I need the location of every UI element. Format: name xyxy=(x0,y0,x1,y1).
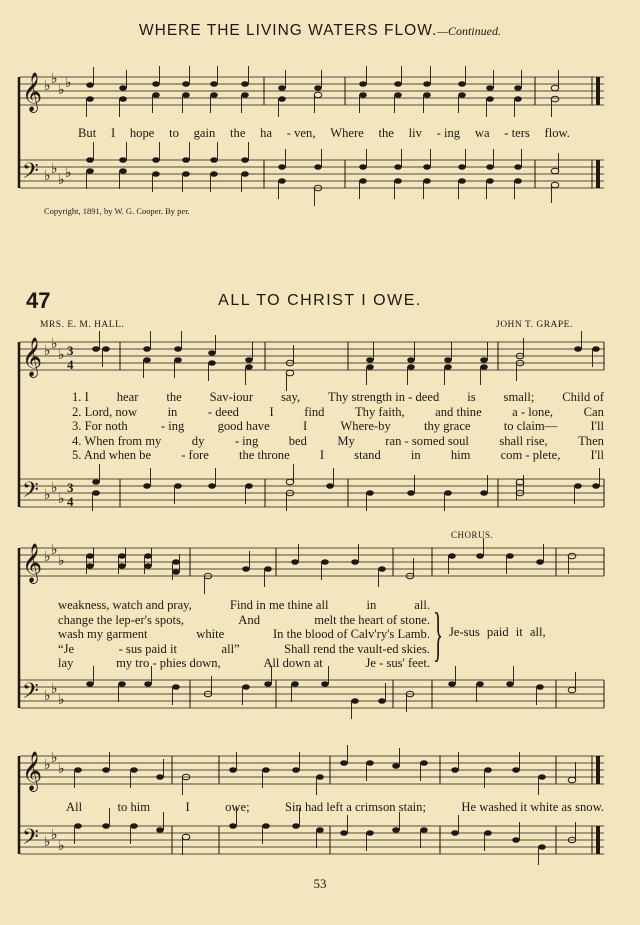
lyric-word: Thy strength in - deed xyxy=(328,390,440,404)
svg-text:♭: ♭ xyxy=(65,165,72,181)
lyric-word: Je - sus' feet. xyxy=(365,656,430,670)
svg-text:𝄢: 𝄢 xyxy=(22,679,39,709)
verses-block-1 xyxy=(72,390,604,463)
lyric-word: wash my garment xyxy=(58,627,148,641)
lyric-word: all” xyxy=(221,641,240,656)
lyric-word: the xyxy=(230,126,246,140)
svg-text:♭: ♭ xyxy=(51,336,58,352)
lyric-word: Shall rend the vault-ed skies. xyxy=(284,641,430,656)
lyric-word: I'll xyxy=(590,448,604,462)
lyric-word: and thine xyxy=(435,404,482,419)
svg-text:4: 4 xyxy=(67,357,74,372)
svg-text:𝄢: 𝄢 xyxy=(22,825,39,855)
lyric-word: - fore xyxy=(181,448,209,462)
lyric-word: to him xyxy=(117,800,151,814)
verse-line xyxy=(58,598,430,613)
lyric-word: Where-by xyxy=(340,419,391,433)
lyric-word: But xyxy=(78,126,97,140)
lyric-word: 4. When from my xyxy=(72,433,162,448)
svg-text:𝄞: 𝄞 xyxy=(22,751,43,791)
lyric-word: Can xyxy=(583,404,604,419)
lyric-word: the xyxy=(378,126,394,140)
lyric-word: All down at xyxy=(263,656,323,670)
lyric-word: - ing xyxy=(436,126,461,140)
svg-text:♭: ♭ xyxy=(58,491,65,507)
lyric-word: lay xyxy=(58,656,74,670)
svg-text:♭: ♭ xyxy=(44,343,51,359)
hymn-number: 47 xyxy=(26,288,51,313)
svg-text:𝄞: 𝄞 xyxy=(22,337,43,377)
lyric-word: 2. Lord, now xyxy=(72,404,138,419)
svg-text:♭: ♭ xyxy=(51,480,58,496)
svg-text:♭: ♭ xyxy=(58,347,65,363)
svg-text:4: 4 xyxy=(67,494,74,509)
lyric-word: com - plete, xyxy=(500,448,561,462)
copyright-notice: Copyright, 1891, by W. G. Cooper. By per. xyxy=(44,206,190,216)
lyric-word: Thy faith, xyxy=(354,404,405,419)
verse-line xyxy=(58,613,430,628)
svg-text:♭: ♭ xyxy=(44,757,51,773)
lyric-word: hope xyxy=(129,126,155,140)
lyric-word: I xyxy=(269,404,274,419)
lyric-word: - sus paid it xyxy=(118,641,177,656)
hymn-title: ALL TO CHRIST I OWE. xyxy=(218,292,422,309)
chorus-label: CHORUS. xyxy=(451,530,494,540)
lyric-word: stand xyxy=(354,448,381,462)
lyric-word: weakness, watch and pray, xyxy=(58,598,192,612)
svg-text:♭: ♭ xyxy=(51,827,58,843)
lyric-word: He washed it white as snow. xyxy=(461,800,604,814)
lyric-word: - ters xyxy=(504,126,530,140)
lyric-word: the throne xyxy=(238,448,290,462)
lyric-word: Sin had left a crimson stain; xyxy=(285,800,426,814)
verse-line xyxy=(58,642,430,657)
svg-text:𝄢: 𝄢 xyxy=(22,478,39,508)
svg-text:𝄢: 𝄢 xyxy=(22,159,39,189)
lyric-word: him xyxy=(450,448,471,462)
lyric-word: - deed xyxy=(207,404,239,419)
lyric-word: Child of xyxy=(562,390,604,404)
lyric-word: gain xyxy=(193,126,216,140)
chorus-lyric-line-2 xyxy=(66,800,604,815)
svg-text:♭: ♭ xyxy=(44,487,51,503)
lyric-word: 1. I xyxy=(72,390,89,404)
lyric-word: in xyxy=(366,598,377,612)
lyric-word: wa xyxy=(474,126,490,140)
lyric-word: shall rise, xyxy=(499,433,548,448)
lyric-word: to claim— xyxy=(503,419,558,433)
lyric-word: thy grace xyxy=(424,419,471,433)
verse-line xyxy=(72,390,604,405)
verses-block-2 xyxy=(58,598,430,671)
svg-text:♭: ♭ xyxy=(58,761,65,777)
verse-line xyxy=(72,405,604,420)
svg-text:𝄞: 𝄞 xyxy=(22,72,43,112)
lyric-word: dy xyxy=(191,433,205,448)
svg-text:♭: ♭ xyxy=(51,750,58,766)
svg-text:♭: ♭ xyxy=(65,75,72,91)
lyric-word: say, xyxy=(280,390,301,404)
lyric-word: I'll xyxy=(590,419,604,433)
lyric-word: owe; xyxy=(225,800,250,814)
svg-text:♭: ♭ xyxy=(51,71,58,87)
author-credit: MRS. E. M. HALL. xyxy=(40,320,125,330)
lyric-word: in xyxy=(167,404,178,419)
lyric-word: I xyxy=(319,448,325,462)
lyric-word: the xyxy=(166,390,182,404)
composer-credit: JOHN T. GRAPE. xyxy=(496,320,573,330)
lyric-word: I xyxy=(302,419,308,433)
svg-text:3: 3 xyxy=(67,343,74,358)
svg-text:♭: ♭ xyxy=(51,161,58,177)
continued-lyric-line xyxy=(78,126,570,141)
svg-text:♭: ♭ xyxy=(58,553,65,569)
lyric-word: white xyxy=(196,627,225,641)
lyric-word: find xyxy=(304,404,325,419)
lyric-word: change the lep-er's spots, xyxy=(58,612,185,627)
continued-hymn-title: WHERE THE LIVING WATERS FLOW.—Continued. xyxy=(139,22,501,39)
svg-text:♭: ♭ xyxy=(44,168,51,184)
lyric-word: In the blood of Calv'ry's Lamb. xyxy=(272,627,430,641)
svg-text:♭: ♭ xyxy=(58,172,65,188)
chorus-lyric-line-1: Je-sus paid it all, xyxy=(449,625,546,639)
svg-text:♭: ♭ xyxy=(58,692,65,708)
svg-text:♭: ♭ xyxy=(44,688,51,704)
lyric-word: Where xyxy=(330,126,364,140)
verse-line xyxy=(58,656,430,671)
lyric-word: All xyxy=(66,800,83,814)
lyric-word: My xyxy=(337,433,355,448)
lyric-word: is xyxy=(467,390,476,404)
lyric-word: to xyxy=(169,126,179,140)
svg-text:3: 3 xyxy=(67,480,74,495)
lyric-word: liv xyxy=(408,126,422,140)
lyric-word: - ing xyxy=(160,419,185,433)
lyric-word: small; xyxy=(503,390,535,404)
lyric-word: “Je xyxy=(58,641,75,656)
svg-text:♭: ♭ xyxy=(44,78,51,94)
lyric-word: Sav-iour xyxy=(209,390,254,404)
svg-text:♭: ♭ xyxy=(58,82,65,98)
lyric-word: 3. For noth xyxy=(72,419,128,433)
lyric-word: Then xyxy=(578,433,604,448)
lyric-word: bed xyxy=(288,433,307,448)
lyric-word: And xyxy=(238,612,260,627)
lyric-word: - ing xyxy=(234,433,259,448)
svg-text:♭: ♭ xyxy=(44,549,51,565)
verse-line xyxy=(58,627,430,642)
continued-suffix: —Continued. xyxy=(437,24,501,38)
verse-line xyxy=(72,434,604,449)
lyric-word: all. xyxy=(414,598,430,612)
verse-line xyxy=(72,419,604,434)
svg-text:♭: ♭ xyxy=(51,542,58,558)
svg-text:♭: ♭ xyxy=(58,838,65,854)
lyric-word: flow. xyxy=(544,126,570,140)
verse-brace: } xyxy=(433,601,444,667)
lyric-word: I xyxy=(185,800,190,814)
verse-line xyxy=(72,448,604,463)
lyric-word: hear xyxy=(116,390,139,404)
lyric-word: a - lone, xyxy=(512,404,554,419)
lyric-word: in xyxy=(410,448,421,462)
lyric-word: ran - somed soul xyxy=(385,433,469,448)
lyric-word: melt the heart of stone. xyxy=(314,612,430,627)
svg-text:𝄞: 𝄞 xyxy=(22,543,43,583)
lyric-word: I xyxy=(110,126,116,140)
lyric-word: 5. And when be xyxy=(72,448,152,462)
svg-text:♭: ♭ xyxy=(51,681,58,697)
lyric-word: Find in me thine all xyxy=(229,598,329,612)
page-number: 53 xyxy=(313,876,327,891)
svg-text:♭: ♭ xyxy=(44,834,51,850)
lyric-word: ha xyxy=(260,126,273,140)
lyric-word: good have xyxy=(217,419,270,433)
lyric-word: - ven, xyxy=(286,126,316,140)
lyric-word: my tro - phies down, xyxy=(116,656,221,670)
